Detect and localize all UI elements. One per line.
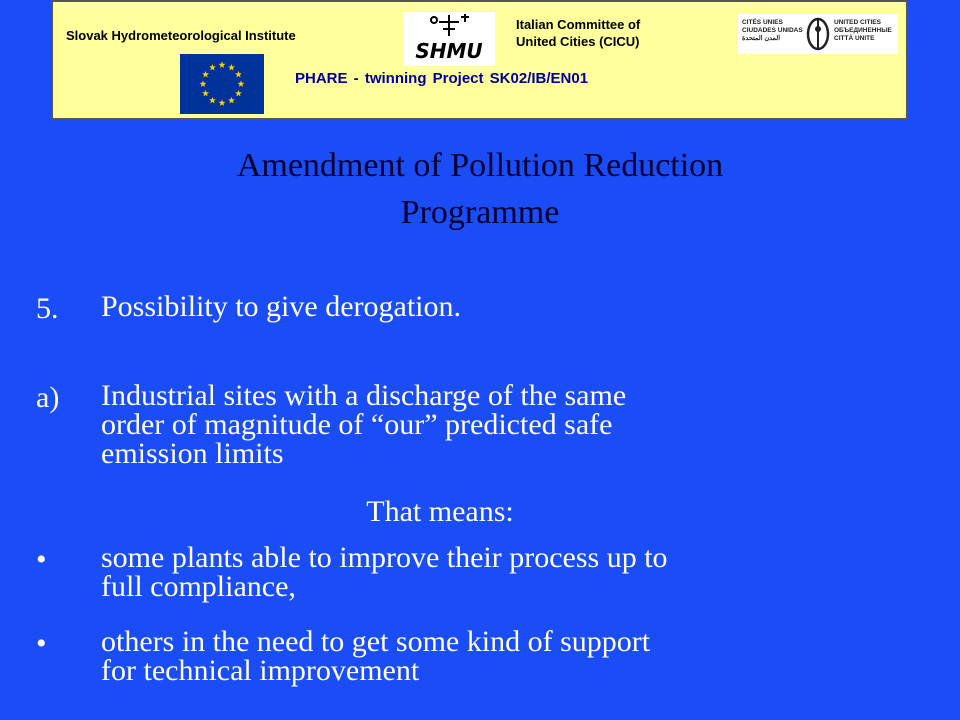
project-label: PHARE - twinning Project SK02/IB/EN01 <box>295 70 589 87</box>
text-line: full compliance, <box>101 570 296 603</box>
org-cicu-line1: Italian Committee of <box>516 17 641 32</box>
bullet-marker: • <box>36 627 47 660</box>
list-item-text: Possibility to give derogation. <box>101 290 461 323</box>
list-item-text <box>101 381 821 468</box>
title-line-1: Amendment of Pollution Reduction <box>236 147 724 184</box>
text-line: emission limits <box>101 437 284 470</box>
bullet-marker: • <box>36 543 47 576</box>
text-line: some plants able to improve their process up to <box>101 541 668 574</box>
text-line: order of magnitude of “our” predicted safe <box>101 408 613 441</box>
org-cicu-line2: United Cities (CICU) <box>516 34 640 49</box>
that-means-label: That means: <box>366 495 514 528</box>
org-name-shmi: Slovak Hydrometeorological Institute <box>66 28 296 43</box>
uc-logo-right-2: ОБЪЕДИНЕННЫЕ <box>834 27 892 34</box>
text-line: for technical improvement <box>101 654 420 687</box>
title-line-2: Programme <box>400 194 560 231</box>
uc-logo-right-1: UNITED CITIES <box>834 19 881 26</box>
list-marker: a) <box>36 381 60 414</box>
uc-logo-left-1: CITÉS UNIES <box>742 19 783 26</box>
bullet-text <box>101 627 821 685</box>
uc-logo-right-3: CITTÀ UNITE <box>834 35 875 42</box>
text-line: Industrial sites with a discharge of the same <box>101 379 627 412</box>
bullet-text <box>101 543 821 601</box>
uc-logo-left-3: المدن المتحدة <box>742 35 781 42</box>
text-line: others in the need to get some kind of support <box>101 625 651 658</box>
list-marker: 5. <box>36 292 59 325</box>
svg-text:SHMU: SHMU <box>415 39 483 63</box>
uc-logo-left-2: CIUDADES UNIDAS <box>742 27 803 34</box>
